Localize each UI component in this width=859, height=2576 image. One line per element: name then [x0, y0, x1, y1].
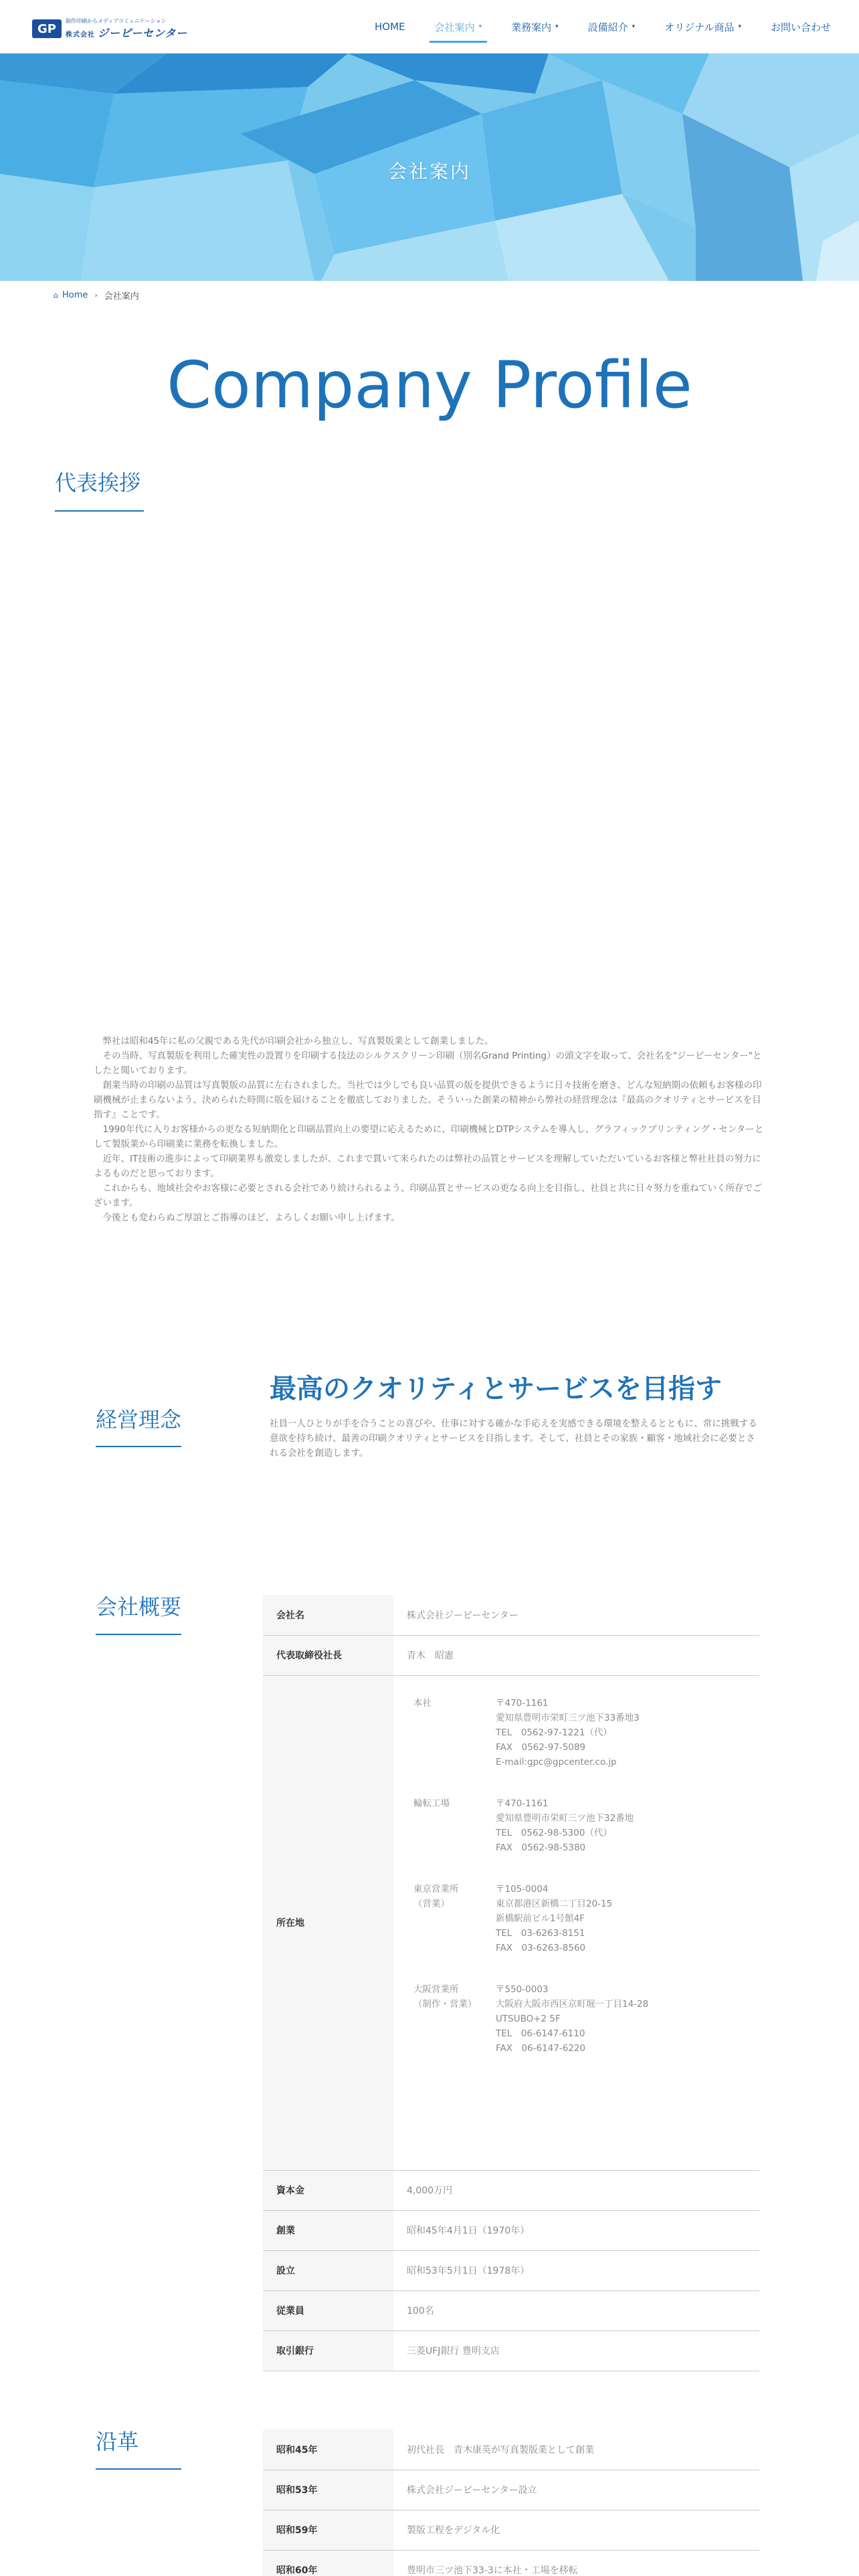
row-value: 豊明市三ツ池下33-3に本社・工場を移転: [393, 2550, 759, 2576]
row-label: 従業員: [263, 2290, 393, 2331]
table-row: [263, 2510, 759, 2550]
table-row: [263, 1675, 759, 2170]
main-nav: [360, 0, 846, 53]
philosophy-headline: 最高のクオリティとサービスを目指す: [270, 1374, 722, 1404]
greeting-paragraph: その当時、写真製版を利用した確実性の設置りを印刷する技法のシルクスクリーン印刷（別名Grand Printing）の頭文字を取って、会社名を"ジーピーセンター"としたと聞いております。: [94, 1051, 762, 1076]
row-label: 取引銀行: [263, 2331, 393, 2371]
nav-products[interactable]: オリジナル商品 ▾: [664, 21, 741, 33]
hero-title: 会社案内: [387, 160, 471, 183]
greeting-paragraph: 1990年代に入りお客様からの更なる短納期化と印刷品質向上の要望に応えるために、印刷機械とDTPシステムを導入し、グラフィックプリンティング・センターとして製版業から印刷業に業務を転換しました。: [94, 1124, 764, 1150]
hero-banner: [0, 53, 859, 281]
logo-text: [66, 17, 187, 40]
row-label: 会社名: [263, 1595, 393, 1635]
table-row: [263, 1635, 759, 1675]
philosophy-body: 社員一人ひとりが手を合うことの喜びや、仕事に対する確かな手応えを実感できる環境を整えるとともに、常に挑戦する意欲を持ち続け、最善の印刷クオリティとサービスを目指します。そして、社員とその家族・顧客・地域社会に必要とされる会社を創造します。: [270, 1418, 757, 1459]
row-value: 青木 昭憲: [393, 1635, 759, 1675]
row-label: 設立: [263, 2250, 393, 2290]
locations-cell: [393, 1675, 759, 2170]
table-row: [263, 2210, 759, 2250]
location-name: 東京営業所 （営業）: [413, 1883, 459, 1909]
location-block: [407, 1696, 746, 1769]
row-value: 初代社長 青木康英が写真製版業として創業: [393, 2430, 759, 2470]
breadcrumb: [54, 289, 139, 302]
table-row: [263, 2430, 759, 2470]
table-row: [263, 1595, 759, 1635]
greeting-paragraph: 近年、IT技術の進歩によって印刷業界も激変しましたが、これまで貫いて来られたのは弊社の品質とサービスを理解していただいているお客様と弊社社員の努力によるものだと思っております。: [94, 1154, 761, 1179]
greeting-title: 代表挨拶: [55, 470, 141, 496]
chevron-down-icon: ▾: [632, 23, 636, 30]
table-row: [263, 2550, 759, 2576]
logo-name: 株式会社 ジーピーセンター: [66, 27, 188, 39]
overview-title-underline: [96, 1634, 181, 1635]
history-title: 沿革: [96, 2429, 139, 2454]
location-name: 本社: [413, 1697, 432, 1709]
row-label: 昭和45年: [263, 2430, 393, 2470]
row-label: 昭和53年: [263, 2470, 393, 2510]
greeting-text: [94, 1034, 764, 1225]
greeting-paragraph: 創業当時の印刷の品質は写真製版の品質に左右されました。当社では少しでも良い品質の版を提供できるように日々技術を磨き、どんな短納期の依頼もお客様の印刷機械が止まらないよう、決められた時間に版を届けることを徹底しておりました。そういった創業の精神から弊社の経営理念は『最高のクオリティとサービスを目指す』ことです。: [94, 1080, 762, 1120]
chevron-down-icon: ▾: [738, 23, 741, 30]
row-value: 昭和53年5月1日（1978年）: [393, 2250, 759, 2290]
chevron-down-icon: ▾: [478, 23, 482, 30]
row-label: 代表取締役社長: [263, 1635, 393, 1675]
row-label: 昭和59年: [263, 2510, 393, 2550]
location-details: 〒470-1161 愛知県豊明市栄町三ツ池下33番地3 TEL 0562-97-1221（代） FAX 0562-97-5089 E-mail:gpc@gpcenter.co.jp: [496, 1697, 640, 1767]
nav-company[interactable]: 会社案内 ▾: [420, 0, 497, 53]
greeting-paragraph: これからも、地域社会やお客様に必要とされる会社であり続けられるよう、印刷品質とサービスの更なる向上を目指し、社員と共に日々努力を重ねていく所存でございます。: [94, 1183, 762, 1208]
nav-services[interactable]: 業務案内 ▾: [511, 21, 559, 33]
breadcrumb-home[interactable]: ⌂ Home: [54, 290, 88, 300]
row-value: 昭和45年4月1日（1970年）: [393, 2210, 759, 2250]
site-header: [0, 0, 859, 53]
site-logo[interactable]: [32, 17, 187, 40]
table-row: [263, 2170, 759, 2210]
logo-mark: GP: [32, 19, 62, 38]
location-details: 〒105-0004 東京都港区新橋二丁目20-15 新橋駅前ビル1号館4F TEL 03-6263-8151 FAX 03-6263-8560: [496, 1883, 613, 1953]
breadcrumb-current: 会社案内: [104, 292, 139, 302]
location-name: 大阪営業所 （制作・営業）: [413, 1983, 477, 2010]
chevron-down-icon: ▾: [555, 23, 559, 30]
nav-equipment[interactable]: 設備紹介 ▾: [587, 21, 636, 33]
row-label: 創業: [263, 2210, 393, 2250]
history-table: [263, 2430, 759, 2576]
chevron-right-icon: ›: [94, 291, 98, 300]
logo-tagline: 制作印刷からメディアコミュニケーション: [66, 18, 167, 24]
overview-title: 会社概要: [96, 1594, 182, 1620]
history-title-underline: [96, 2468, 181, 2470]
greeting-title-underline: [55, 510, 144, 512]
home-icon: ⌂: [54, 291, 58, 300]
location-block: [407, 1982, 746, 2056]
location-name: 輪転工場: [413, 1798, 450, 1809]
row-label: 所在地: [263, 1675, 393, 2170]
row-label: 資本金: [263, 2170, 393, 2210]
nav-home[interactable]: HOME: [375, 21, 405, 33]
location-details: 〒550-0003 大阪府大阪市西区京町堀一丁目14-28 UTSUBO+2 5F TEL 06-6147-6110 FAX 06-6147-6220: [496, 1983, 649, 2054]
row-value: 製版工程をデジタル化: [393, 2510, 759, 2550]
row-label: 昭和60年: [263, 2550, 393, 2576]
greeting-paragraph: 今後とも変わらぬご厚誼とご指導のほど、よろしくお願い申し上げます。: [102, 1212, 400, 1223]
nav-contact[interactable]: お問い合わせ: [770, 21, 831, 33]
row-value: 株式会社ジーピーセンター設立: [393, 2470, 759, 2510]
philosophy-title-underline: [96, 1446, 181, 1447]
row-value: 100名: [393, 2290, 759, 2331]
location-block: [407, 1882, 746, 1955]
row-value: 4,000万円: [393, 2170, 759, 2210]
table-row: [263, 2331, 759, 2371]
company-overview-table: [263, 1595, 759, 2371]
row-value: 三菱UFJ銀行 豊明支店: [393, 2331, 759, 2371]
table-row: [263, 2250, 759, 2290]
table-row: [263, 2290, 759, 2331]
page-title: Company Profile: [167, 348, 692, 423]
philosophy-title: 経営理念: [96, 1407, 182, 1432]
location-block: [407, 1796, 746, 1855]
row-value: 株式会社ジーピーセンター: [393, 1595, 759, 1635]
greeting-paragraph: 弊社は昭和45年に私の父親である先代が印刷会社から独立し、写真製版業として創業しました。: [102, 1036, 494, 1047]
location-details: 〒470-1161 愛知県豊明市栄町三ツ池下32番地 TEL 0562-98-5300（代） FAX 0562-98-5380: [496, 1798, 634, 1853]
table-row: [263, 2470, 759, 2510]
